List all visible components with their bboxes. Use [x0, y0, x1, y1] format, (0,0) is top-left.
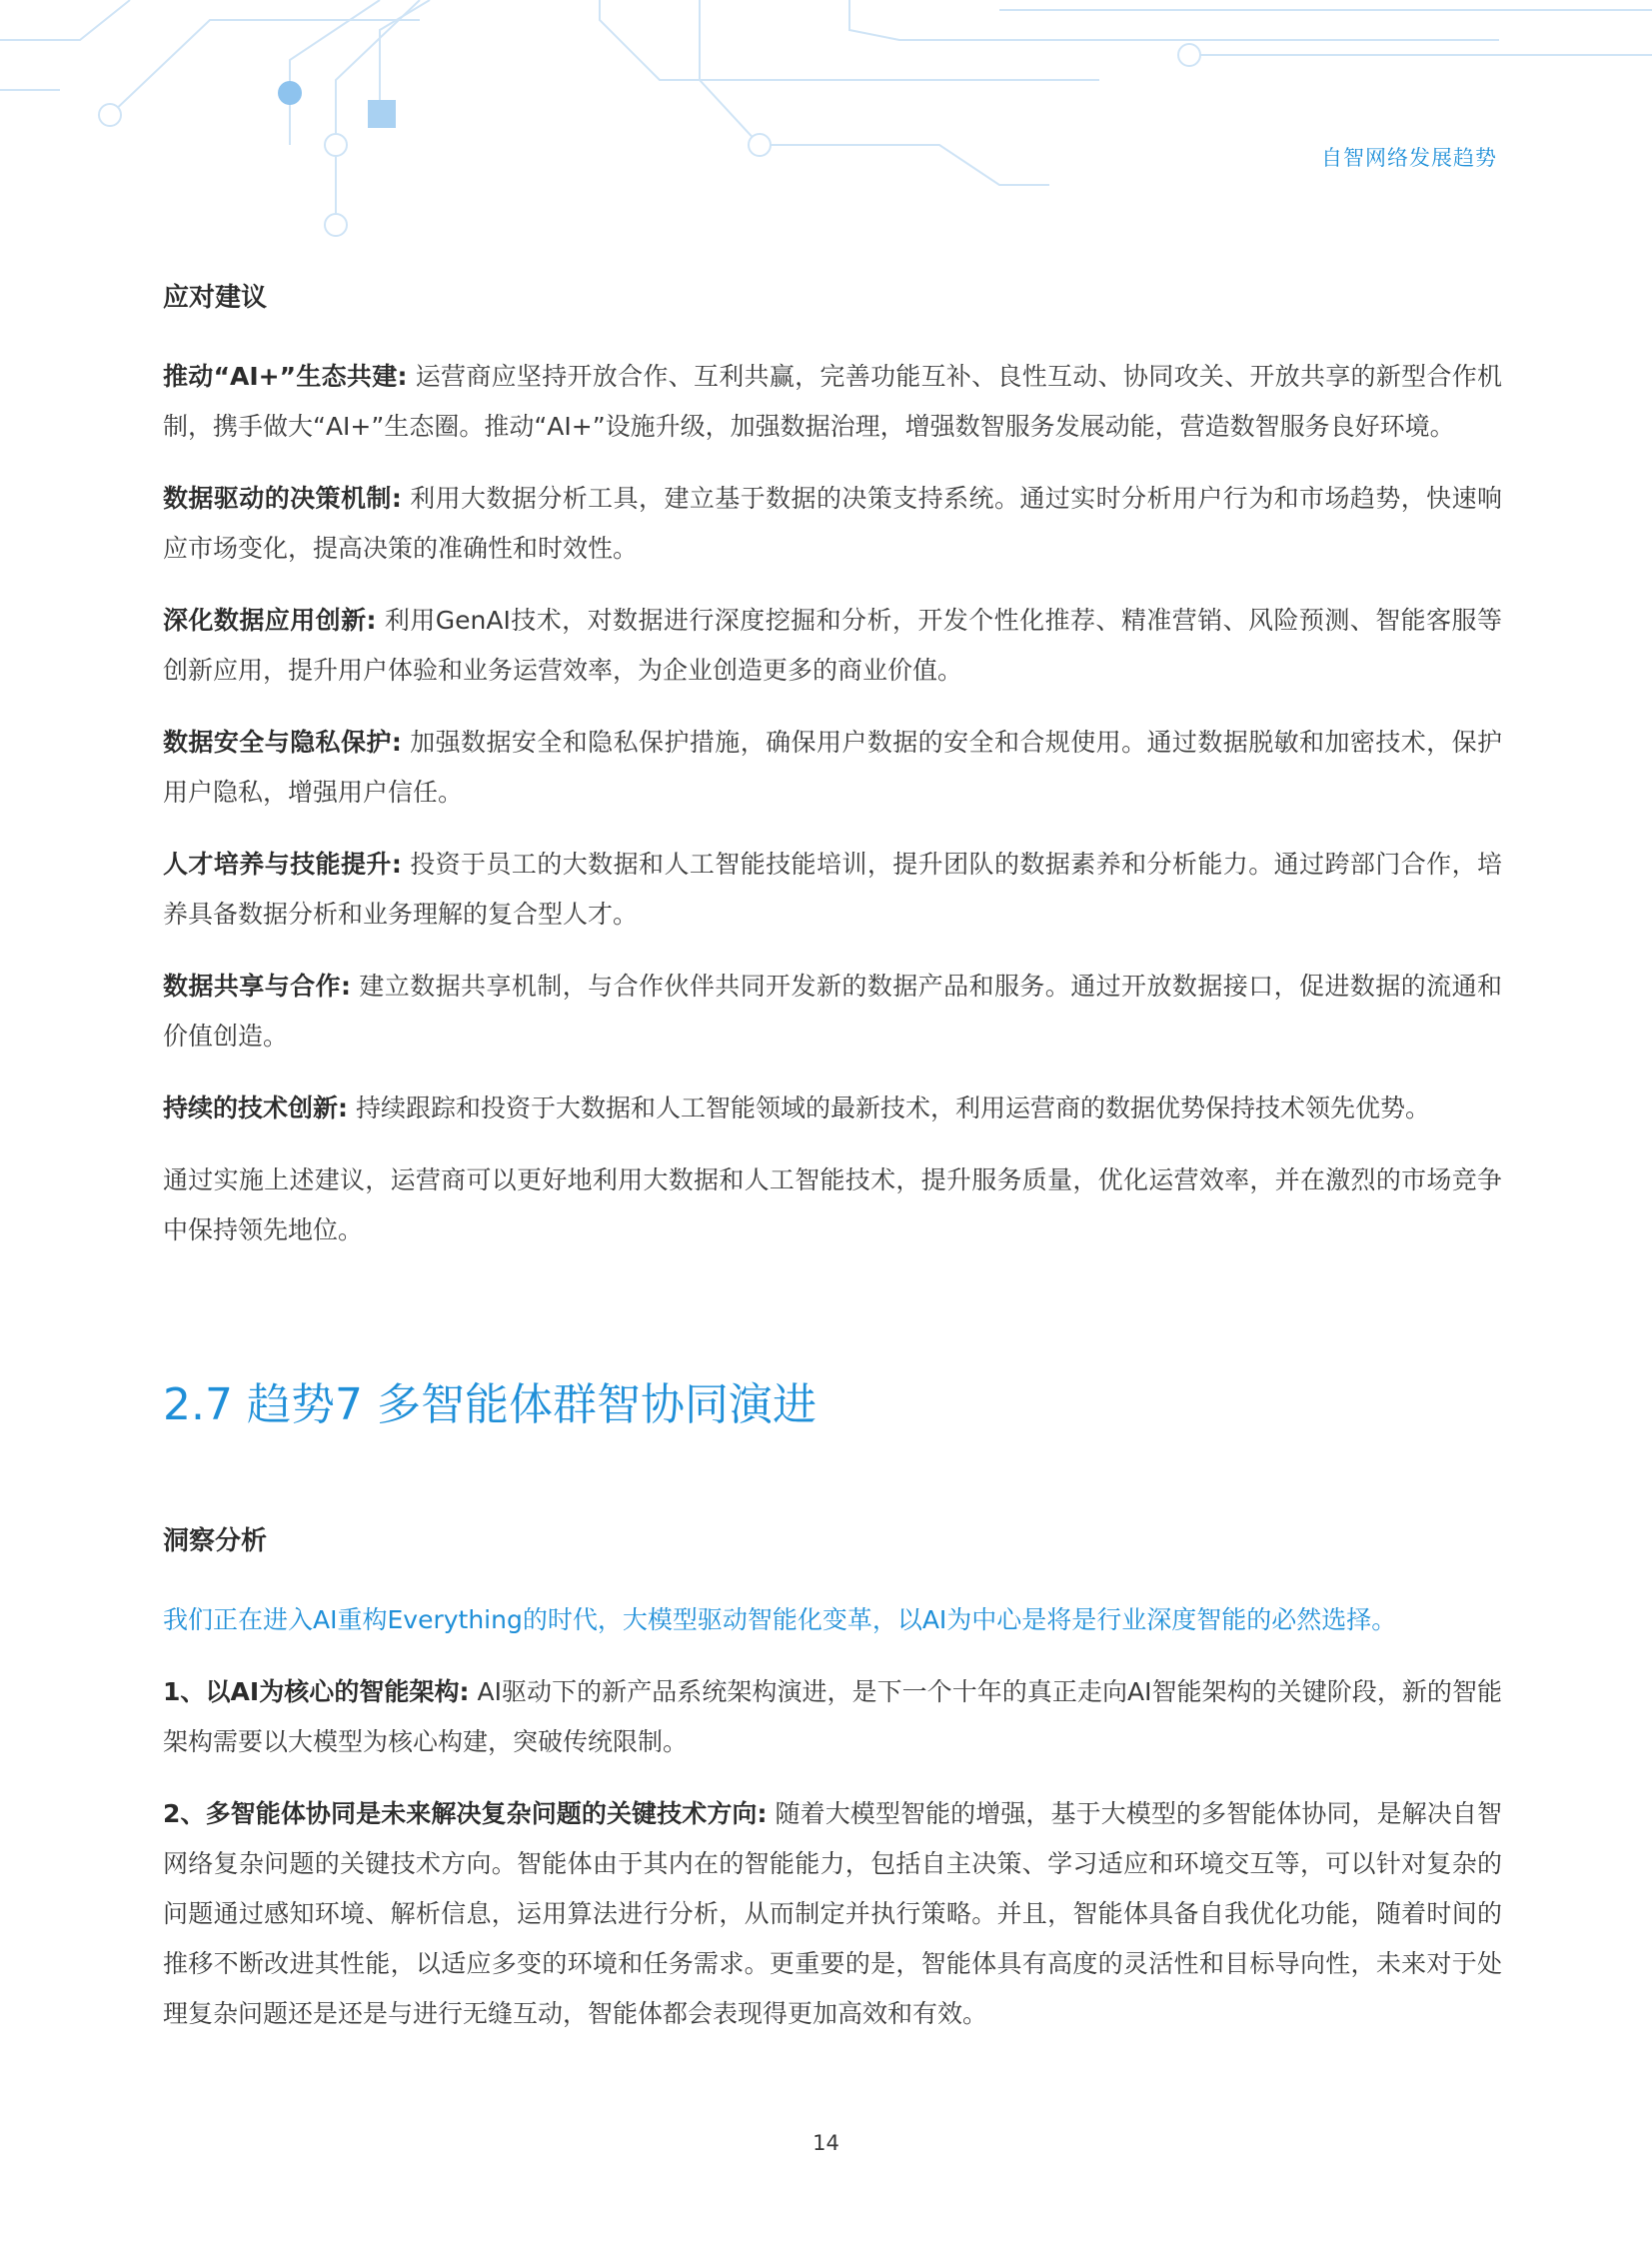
recommendation-lead: 数据安全与隐私保护: — [163, 728, 402, 757]
page-content — [163, 278, 1502, 2061]
recommendations-conclusion: 通过实施上述建议，运营商可以更好地利用大数据和人工智能技术，提升服务质量，优化运营效率，并在激烈的市场竞争中保持领先地位。 — [163, 1165, 1502, 1244]
recommendation-lead: 数据共享与合作: — [163, 972, 351, 1001]
recommendations-heading: 应对建议 — [163, 283, 268, 313]
recommendation-lead: 数据驱动的决策机制: — [163, 484, 402, 513]
circuit-decoration — [0, 0, 1652, 250]
insight-item — [163, 1789, 1502, 2039]
insight-text: AI驱动下的新产品系统架构演进，是下一个十年的真正走向AI智能架构的关键阶段，新的智能架构需要以大模型为核心构建，突破传统限制。 — [163, 1677, 1502, 1756]
recommendation-text: 建立数据共享机制，与合作伙伴共同开发新的数据产品和服务。通过开放数据接口，促进数据的流通和价值创造。 — [163, 972, 1502, 1051]
recommendation-lead: 深化数据应用创新: — [163, 606, 377, 635]
insights-highlight: 我们正在进入AI重构Everything的时代，大模型驱动智能化变革，以AI为中心是将是行业深度智能的必然选择。 — [163, 1605, 1397, 1634]
recommendation-lead: 持续的技术创新: — [163, 1094, 348, 1122]
insight-lead: 2、多智能体协同是未来解决复杂问题的关键技术方向: — [163, 1799, 768, 1828]
recommendation-text: 利用GenAI技术，对数据进行深度挖掘和分析，开发个性化推荐、精准营销、风险预测、智能客服等创新应用，提升用户体验和业务运营效率，为企业创造更多的商业价值。 — [163, 606, 1502, 685]
recommendation-text: 运营商应坚持开放合作、互利共赢，完善功能互补、良性互动、协同攻关、开放共享的新型合作机制，携手做大“AI+”生态圈。推动“AI+”设施升级，加强数据治理，增强数智服务发展动能，营造数智服务良好环境。 — [163, 362, 1502, 441]
recommendation-item — [163, 596, 1502, 696]
insight-lead: 1、以AI为核心的智能架构: — [163, 1677, 470, 1706]
circuit-node-filled — [278, 81, 302, 105]
recommendation-lead: 推动“AI+”生态共建: — [163, 362, 408, 391]
recommendation-item — [163, 718, 1502, 818]
header-title: 自智网络发展趋势 — [1321, 146, 1497, 170]
insights-heading: 洞察分析 — [163, 1526, 268, 1556]
insight-text: 随着大模型智能的增强，基于大模型的多智能体协同，是解决自智网络复杂问题的关键技术方向。智能体由于其内在的智能能力，包括自主决策、学习适应和环境交互等，可以针对复杂的问题通过感知环境、解析信息，运用算法进行分析，从而制定并执行策略。并且，智能体具备自我优化功能，随着时间的推移不断改进其性能，以适应多变的环境和任务需求。更重要的是，智能体具有高度的灵活性和目标导向性，未来对于处理复杂问题还是还是与进行无缝互动，智能体都会表现得更加高效和有效。 — [163, 1799, 1502, 2028]
recommendation-text: 持续跟踪和投资于大数据和人工智能领域的最新技术，利用运营商的数据优势保持技术领先优势。 — [348, 1094, 1430, 1122]
recommendation-item — [163, 1084, 1502, 1133]
recommendation-text: 投资于员工的大数据和人工智能技能培训，提升团队的数据素养和分析能力。通过跨部门合作，培养具备数据分析和业务理解的复合型人才。 — [163, 850, 1503, 929]
recommendation-item — [163, 474, 1502, 574]
circuit-node-square — [368, 100, 396, 128]
recommendation-item — [163, 962, 1502, 1062]
recommendation-text: 加强数据安全和隐私保护措施，确保用户数据的安全和合规使用。通过数据脱敏和加密技术，保护用户隐私，增强用户信任。 — [163, 728, 1503, 807]
section-title: 2.7 趋势7 多智能体群智协同演进 — [163, 1379, 817, 1430]
recommendation-item — [163, 840, 1502, 940]
recommendation-text: 利用大数据分析工具，建立基于数据的决策支持系统。通过实时分析用户行为和市场趋势，快速响应市场变化，提高决策的准确性和时效性。 — [163, 484, 1503, 563]
recommendation-item — [163, 352, 1502, 452]
page-number: 14 — [813, 2131, 839, 2155]
insight-item — [163, 1667, 1502, 1767]
recommendation-lead: 人才培养与技能提升: — [163, 850, 402, 879]
